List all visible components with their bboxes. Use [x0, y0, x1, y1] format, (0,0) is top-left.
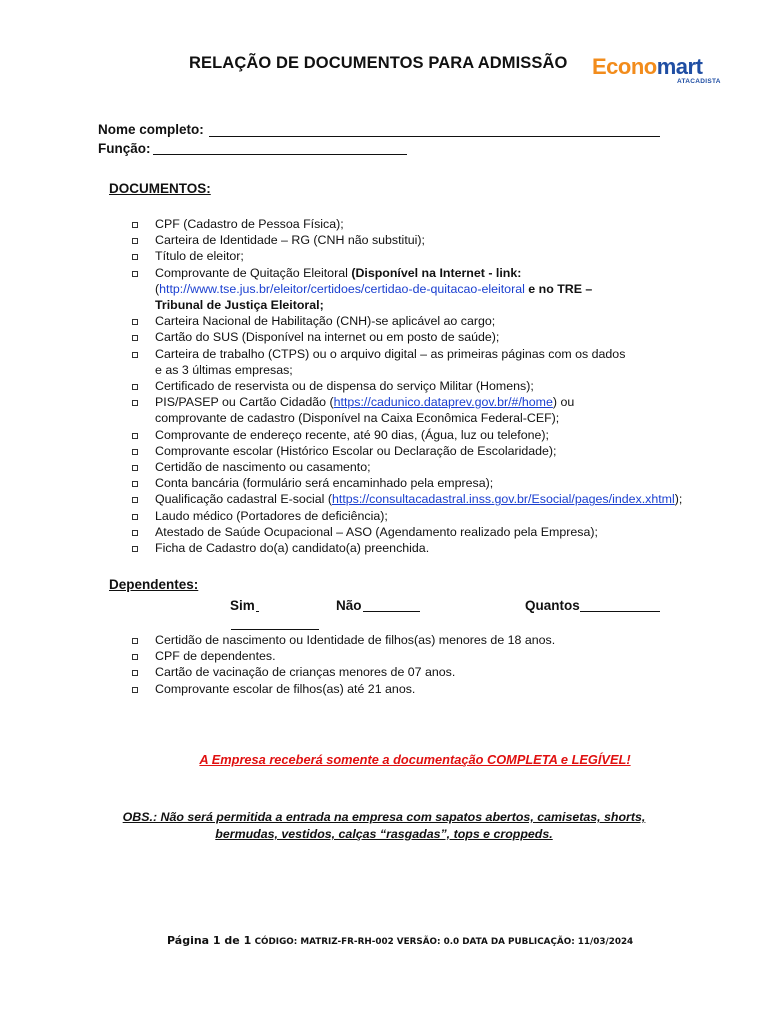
- quitacao-link[interactable]: http://www.tse.jus.br/eleitor/certidoes/certidao-de-quitacao-eleitoral: [159, 281, 525, 296]
- bullet-icon: [132, 222, 138, 228]
- item-text: Comprovante escolar de filhos(as) até 21 anos.: [155, 681, 416, 696]
- item-text: CPF (Cadastro de Pessoa Física);: [155, 217, 344, 231]
- item-text: Conta bancária (formulário será encaminhado pela empresa);: [155, 476, 494, 491]
- item-text: Certidão de nascimento ou Identidade de filhos(as) menores de 18 anos.: [155, 633, 556, 647]
- sim-field-line[interactable]: [256, 611, 259, 612]
- name-field-line[interactable]: [209, 136, 660, 137]
- bullet-icon: [132, 465, 138, 471]
- list-item: [132, 508, 732, 524]
- item-text: Qualificação cadastral E-social (: [155, 492, 332, 507]
- bullet-icon: [132, 319, 138, 325]
- nao-label: Não: [336, 598, 362, 613]
- quantos-label: Quantos: [525, 598, 580, 613]
- item-text-bold: (Disponível na Internet - link:: [351, 265, 522, 280]
- item-text: Comprovante escolar (Histórico Escolar ou Declaração de Escolaridade);: [155, 443, 557, 458]
- list-item: [132, 346, 732, 378]
- list-item: [132, 664, 732, 680]
- sim-field-line-2[interactable]: [231, 629, 319, 630]
- item-text: Certificado de reservista ou de dispensa do serviço Militar (Homens);: [155, 379, 534, 394]
- bullet-icon: [132, 670, 138, 676]
- bullet-icon: [132, 530, 138, 536]
- bullet-icon: [132, 254, 138, 260]
- list-item: [132, 329, 732, 345]
- logo-part-2: mart: [656, 54, 703, 79]
- bullet-icon: [132, 352, 138, 358]
- list-item: [132, 459, 732, 475]
- logo-wordmark: [592, 54, 722, 80]
- name-label: Nome completo:: [98, 122, 204, 137]
- list-item: [132, 216, 732, 232]
- item-text: Ficha de Cadastro do(a) candidato(a) preenchida.: [155, 541, 430, 556]
- page-footer: [167, 934, 633, 947]
- bullet-icon: [132, 654, 138, 660]
- item-text: Laudo médico (Portadores de deficiência);: [155, 508, 388, 523]
- item-text: (: [155, 281, 160, 296]
- bullet-icon: [132, 449, 138, 455]
- role-field-line[interactable]: [153, 154, 407, 155]
- esocial-link[interactable]: https://consultacadastral.inss.gov.br/Esocial/pages/index.xhtml: [331, 492, 675, 507]
- bullet-icon: [132, 271, 138, 277]
- item-text: );: [674, 492, 683, 507]
- list-item: [132, 540, 732, 556]
- item-text: Atestado de Saúde Ocupacional – ASO (Agendamento realizado pela Empresa);: [155, 524, 598, 539]
- bullet-icon: [132, 400, 138, 406]
- item-text: Comprovante de Quitação Eleitoral: [155, 265, 348, 280]
- list-item: [132, 443, 732, 459]
- item-text: ) ou: [552, 395, 575, 410]
- list-item: [132, 632, 732, 648]
- dependents-sim: [230, 597, 255, 615]
- bullet-icon: [132, 335, 138, 341]
- list-item: [132, 313, 732, 329]
- bullet-icon: [132, 638, 138, 644]
- documents-list: [132, 216, 732, 556]
- logo-subtitle: ATACADISTA: [677, 78, 721, 85]
- list-item: [132, 648, 732, 664]
- item-text: PIS/PASEP ou Cartão Cidadão (: [155, 395, 334, 410]
- dependents-list: [132, 632, 732, 697]
- item-text-bold: Tribunal de Justiça Eleitoral;: [155, 298, 324, 313]
- dependents-quantos: [525, 597, 580, 615]
- list-item: [132, 394, 732, 426]
- item-text: Título de eleitor;: [155, 249, 244, 264]
- list-item: [132, 378, 732, 394]
- economart-logo: [592, 54, 722, 94]
- role-label: Função:: [98, 141, 151, 156]
- list-item: [132, 232, 732, 248]
- bullet-icon: [132, 687, 138, 693]
- page-title: RELAÇÃO DE DOCUMENTOS PARA ADMISSÃO: [189, 54, 568, 72]
- item-text: CPF de dependentes.: [155, 649, 276, 664]
- quantos-field-line[interactable]: [580, 611, 660, 612]
- list-item: [132, 265, 732, 314]
- bullet-icon: [132, 433, 138, 439]
- list-item: [132, 681, 732, 697]
- list-item: [132, 491, 732, 507]
- item-text: Cartão de vacinação de crianças menores de 07 anos.: [155, 665, 456, 680]
- list-item: [132, 248, 732, 264]
- list-item: [132, 427, 732, 443]
- sim-label: Sim: [230, 598, 255, 613]
- page-number: Página 1 de 1: [167, 934, 252, 947]
- item-text: Carteira de trabalho (CTPS) ou o arquivo digital – as primeiras páginas com os dados: [155, 346, 626, 361]
- bullet-icon: [132, 514, 138, 520]
- logo-part-1: Econo: [592, 54, 657, 79]
- item-text: Certidão de nascimento ou casamento;: [155, 460, 371, 475]
- bullet-icon: [132, 384, 138, 390]
- bullet-icon: [132, 238, 138, 244]
- item-text: Cartão do SUS (Disponível na internet ou em posto de saúde);: [155, 330, 500, 345]
- dependents-nao: [336, 597, 362, 615]
- item-text: Carteira de Identidade – RG (CNH não substitui);: [155, 233, 425, 248]
- completeness-notice: A Empresa receberá somente a documentação COMPLETA e LEGÍVEL!: [199, 752, 631, 767]
- documents-heading: DOCUMENTOS:: [109, 181, 211, 196]
- obs-line-2: bermudas, vestidos, calças “rasgadas”, tops e croppeds.: [215, 827, 553, 841]
- item-text: Comprovante de endereço recente, até 90 dias, (Água, luz ou telefone);: [155, 427, 549, 442]
- cadunico-link[interactable]: https://cadunico.dataprev.gov.br/#/home: [333, 395, 553, 410]
- item-text: Carteira Nacional de Habilitação (CNH)-se aplicável ao cargo;: [155, 314, 496, 329]
- dependents-heading: Dependentes:: [109, 577, 199, 592]
- item-text-bold: e no TRE –: [528, 281, 593, 296]
- item-text: comprovante de cadastro (Disponível na Caixa Econômica Federal-CEF);: [155, 411, 560, 426]
- bullet-icon: [132, 481, 138, 487]
- item-text: e as 3 últimas empresas;: [155, 362, 293, 377]
- list-item: [132, 475, 732, 491]
- list-item: [132, 524, 732, 540]
- obs-line-1: OBS.: Não será permitida a entrada na empresa com sapatos abertos, camisetas, shorts,: [122, 810, 646, 824]
- bullet-icon: [132, 497, 138, 503]
- bullet-icon: [132, 546, 138, 552]
- document-meta: CÓDIGO: MATRIZ-FR-RH-002 VERSÃO: 0.0 DATA DA PUBLICAÇÃO: 11/03/2024: [254, 937, 634, 947]
- nao-field-line[interactable]: [363, 611, 420, 612]
